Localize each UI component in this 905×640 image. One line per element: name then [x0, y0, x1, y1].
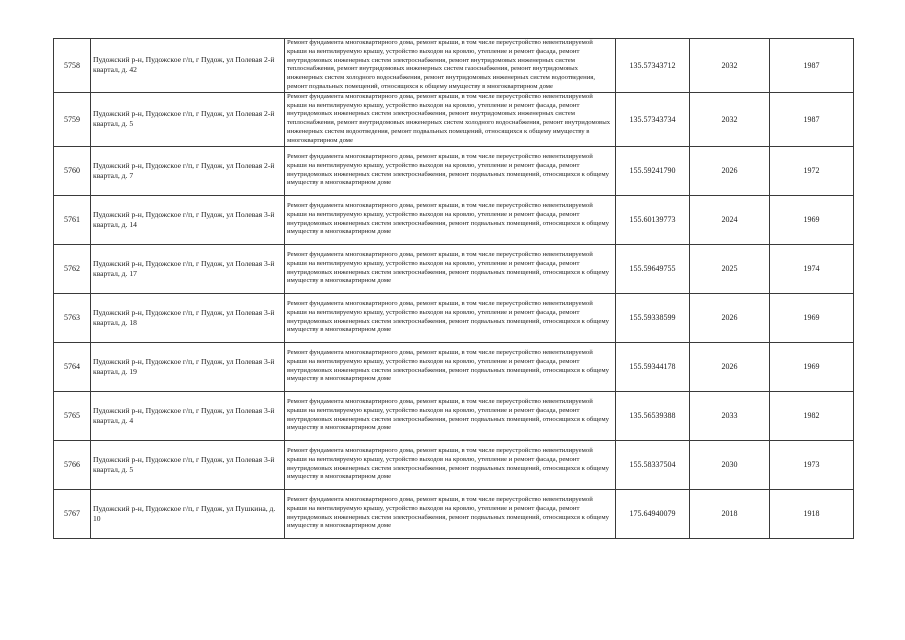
- cost-cell: 155.59344178: [616, 342, 690, 391]
- row-number-cell: 5759: [54, 92, 91, 146]
- cost-cell: 155.59338599: [616, 293, 690, 342]
- document-page: [53, 38, 853, 539]
- planned-year-cell: 2026: [690, 146, 770, 195]
- address-cell: Пудожский р-н, Пудожское г/п, г Пудож, ул Полевая 2-й квартал, д. 7: [91, 146, 285, 195]
- planned-year-cell: 2026: [690, 342, 770, 391]
- table-row: [54, 391, 854, 440]
- cost-cell: 155.59649755: [616, 244, 690, 293]
- built-year-cell: 1969: [770, 195, 854, 244]
- table-row: [54, 92, 854, 146]
- cost-cell: 135.57343712: [616, 39, 690, 93]
- cost-cell: 175.64940079: [616, 489, 690, 538]
- table-row: [54, 489, 854, 538]
- address-cell: Пудожский р-н, Пудожское г/п, г Пудож, ул Полевая 3-й квартал, д. 14: [91, 195, 285, 244]
- works-cell: Ремонт фундамента многоквартирного дома, ремонт крыши, в том числе переустройство невентилируемой крыши на вентилируемую крышу, устройство выходов на кровлю, утепление и ремонт фасада, ремонт внутридомовых инженерных систем электроснабжения, ремонт подвальных помещений, относящихся к общему имуществу в многоквартирном доме: [285, 293, 616, 342]
- cost-cell: 155.60139773: [616, 195, 690, 244]
- planned-year-cell: 2025: [690, 244, 770, 293]
- table-row: [54, 39, 854, 93]
- table-row: [54, 342, 854, 391]
- address-cell: Пудожский р-н, Пудожское г/п, г Пудож, ул Полевая 3-й квартал, д. 18: [91, 293, 285, 342]
- works-cell: Ремонт фундамента многоквартирного дома, ремонт крыши, в том числе переустройство невентилируемой крыши на вентилируемую крышу, устройство выходов на кровлю, утепление и ремонт фасада, ремонт внутридомовых инженерных систем электроснабжения, ремонт подвальных помещений, относящихся к общему имуществу в многоквартирном доме: [285, 195, 616, 244]
- planned-year-cell: 2032: [690, 92, 770, 146]
- built-year-cell: 1973: [770, 440, 854, 489]
- repair-program-table: [53, 38, 854, 539]
- cost-cell: 135.57343734: [616, 92, 690, 146]
- table-row: [54, 440, 854, 489]
- planned-year-cell: 2024: [690, 195, 770, 244]
- table-body: [54, 39, 854, 539]
- planned-year-cell: 2033: [690, 391, 770, 440]
- planned-year-cell: 2032: [690, 39, 770, 93]
- address-cell: Пудожский р-н, Пудожское г/п, г Пудож, ул Полевая 3-й квартал, д. 5: [91, 440, 285, 489]
- works-cell: Ремонт фундамента многоквартирного дома, ремонт крыши, в том числе переустройство невентилируемой крыши на вентилируемую крышу, устройство выходов на кровлю, утепление и ремонт фасада, ремонт внутридомовых инженерных систем электроснабжения, ремонт подвальных помещений, относящихся к общему имуществу в многоквартирном доме: [285, 391, 616, 440]
- row-number-cell: 5763: [54, 293, 91, 342]
- works-cell: Ремонт фундамента многоквартирного дома, ремонт крыши, в том числе переустройство невентилируемой крыши на вентилируемую крышу, устройство выходов на кровлю, утепление и ремонт фасада, ремонт внутридомовых инженерных систем электроснабжения, ремонт внутридомовых инженерных систем теплоснабжения, ремонт внутридомовых инженерных систем газоснабжения, ремонт внутридомовых инженерных систем холодного водоснабжения, ремонт внутридомовых инженерных систем водоотведения, ремонт подвальных помещений, относящихся к общему имуществу в многоквартирном доме: [285, 39, 616, 93]
- works-cell: Ремонт фундамента многоквартирного дома, ремонт крыши, в том числе переустройство невентилируемой крыши на вентилируемую крышу, устройство выходов на кровлю, утепление и ремонт фасада, ремонт внутридомовых инженерных систем электроснабжения, ремонт подвальных помещений, относящихся к общему имуществу в многоквартирном доме: [285, 489, 616, 538]
- planned-year-cell: 2018: [690, 489, 770, 538]
- works-cell: Ремонт фундамента многоквартирного дома, ремонт крыши, в том числе переустройство невентилируемой крыши на вентилируемую крышу, устройство выходов на кровлю, утепление и ремонт фасада, ремонт внутридомовых инженерных систем электроснабжения, ремонт подвальных помещений, относящихся к общему имуществу в многоквартирном доме: [285, 440, 616, 489]
- cost-cell: 135.56539388: [616, 391, 690, 440]
- row-number-cell: 5765: [54, 391, 91, 440]
- table-row: [54, 244, 854, 293]
- table-row: [54, 146, 854, 195]
- table-row: [54, 293, 854, 342]
- works-cell: Ремонт фундамента многоквартирного дома, ремонт крыши, в том числе переустройство невентилируемой крыши на вентилируемую крышу, устройство выходов на кровлю, утепление и ремонт фасада, ремонт внутридомовых инженерных систем электроснабжения, ремонт подвальных помещений, относящихся к общему имуществу в многоквартирном доме: [285, 146, 616, 195]
- built-year-cell: 1969: [770, 342, 854, 391]
- row-number-cell: 5761: [54, 195, 91, 244]
- works-cell: Ремонт фундамента многоквартирного дома, ремонт крыши, в том числе переустройство невентилируемой крыши на вентилируемую крышу, устройство выходов на кровлю, утепление и ремонт фасада, ремонт внутридомовых инженерных систем электроснабжения, ремонт подвальных помещений, относящихся к общему имуществу в многоквартирном доме: [285, 342, 616, 391]
- row-number-cell: 5767: [54, 489, 91, 538]
- works-cell: Ремонт фундамента многоквартирного дома, ремонт крыши, в том числе переустройство невентилируемой крыши на вентилируемую крышу, устройство выходов на кровлю, утепление и ремонт фасада, ремонт внутридомовых инженерных систем электроснабжения, ремонт подвальных помещений, относящихся к общему имуществу в многоквартирном доме: [285, 244, 616, 293]
- built-year-cell: 1974: [770, 244, 854, 293]
- row-number-cell: 5764: [54, 342, 91, 391]
- row-number-cell: 5760: [54, 146, 91, 195]
- table-row: [54, 195, 854, 244]
- address-cell: Пудожский р-н, Пудожское г/п, г Пудож, ул Полевая 2-й квартал, д. 42: [91, 39, 285, 93]
- built-year-cell: 1972: [770, 146, 854, 195]
- address-cell: Пудожский р-н, Пудожское г/п, г Пудож, ул Полевая 2-й квартал, д. 5: [91, 92, 285, 146]
- built-year-cell: 1969: [770, 293, 854, 342]
- address-cell: Пудожский р-н, Пудожское г/п, г Пудож, ул Пушкина, д. 10: [91, 489, 285, 538]
- built-year-cell: 1982: [770, 391, 854, 440]
- built-year-cell: 1918: [770, 489, 854, 538]
- row-number-cell: 5762: [54, 244, 91, 293]
- planned-year-cell: 2026: [690, 293, 770, 342]
- row-number-cell: 5766: [54, 440, 91, 489]
- address-cell: Пудожский р-н, Пудожское г/п, г Пудож, ул Полевая 3-й квартал, д. 4: [91, 391, 285, 440]
- address-cell: Пудожский р-н, Пудожское г/п, г Пудож, ул Полевая 3-й квартал, д. 17: [91, 244, 285, 293]
- cost-cell: 155.59241790: [616, 146, 690, 195]
- planned-year-cell: 2030: [690, 440, 770, 489]
- cost-cell: 155.58337504: [616, 440, 690, 489]
- row-number-cell: 5758: [54, 39, 91, 93]
- built-year-cell: 1987: [770, 92, 854, 146]
- address-cell: Пудожский р-н, Пудожское г/п, г Пудож, ул Полевая 3-й квартал, д. 19: [91, 342, 285, 391]
- works-cell: Ремонт фундамента многоквартирного дома, ремонт крыши, в том числе переустройство невентилируемой крыши на вентилируемую крышу, устройство выходов на кровлю, утепление и ремонт фасада, ремонт внутридомовых инженерных систем электроснабжения, ремонт внутридомовых инженерных систем теплоснабжения, ремонт внутридомовых инженерных систем холодного водоснабжения, ремонт внутридомовых инженерных систем водоотведения, ремонт подвальных помещений, относящихся к общему имуществу в многоквартирном доме: [285, 92, 616, 146]
- built-year-cell: 1987: [770, 39, 854, 93]
